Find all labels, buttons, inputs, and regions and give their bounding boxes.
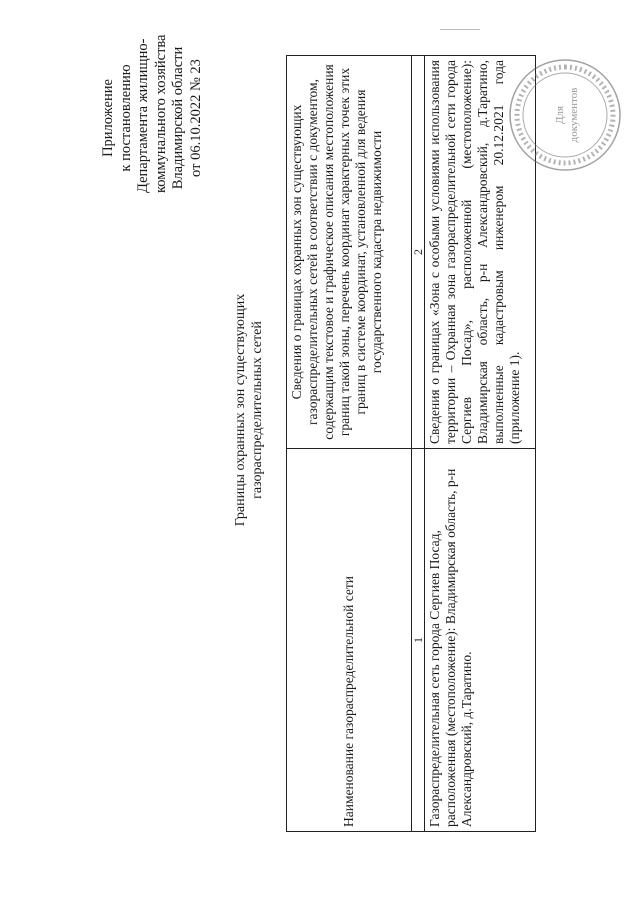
zone-info-cell: Сведения о границах «Зона с особыми условиями использования территории – Охранная зона газораспределительной сети города Сергиев Посад», расположенной (местоположение): Владимирская область, р-н Александровский, д.Таратино, выполненные кадастровым инженером 20.12.2021 года (приложение 1). — [425, 56, 536, 449]
table-number-row — [412, 56, 425, 832]
title-line: Границы охранных зон существующих — [233, 293, 248, 527]
document-title — [232, 245, 266, 575]
table-header-row — [287, 56, 412, 832]
column-number: 1 — [412, 449, 425, 832]
scan-mark — [440, 27, 480, 30]
seal-stamp — [505, 55, 625, 175]
title-line: газораспределительных сетей — [250, 321, 265, 499]
appendix-line: к постановлению — [117, 64, 134, 172]
appendix-line: Департамента жилищно- — [135, 38, 151, 193]
seal-text: документов — [568, 87, 580, 143]
appendix-header — [100, 34, 205, 193]
zones-table — [286, 55, 536, 832]
appendix-line: Приложение — [100, 79, 116, 157]
appendix-line: коммунального хозяйства — [152, 34, 169, 193]
header-name-cell: Наименование газораспределительной сети — [287, 449, 412, 832]
seal-text: Для — [554, 105, 566, 125]
appendix-line: от 06.10.2022 № 23 — [187, 59, 204, 177]
header-info-cell: Сведения о границах охранных зон существующих газораспределительных сетей в соответствии с документом, содержащим текстовое и графическое описания местоположения границ такой зоны, перечень координат характерных точек этих границ в системе координат, установленной для ведения государственного кадастра недвижимости — [287, 56, 412, 449]
appendix-line: Владимирской области — [170, 46, 186, 190]
column-number: 2 — [412, 56, 425, 449]
network-name-cell: Газораспределительная сеть города Сергиев Посад, расположенная (местоположение): Владимирская область, р-н Александровский, д.Таратино. — [425, 449, 536, 832]
